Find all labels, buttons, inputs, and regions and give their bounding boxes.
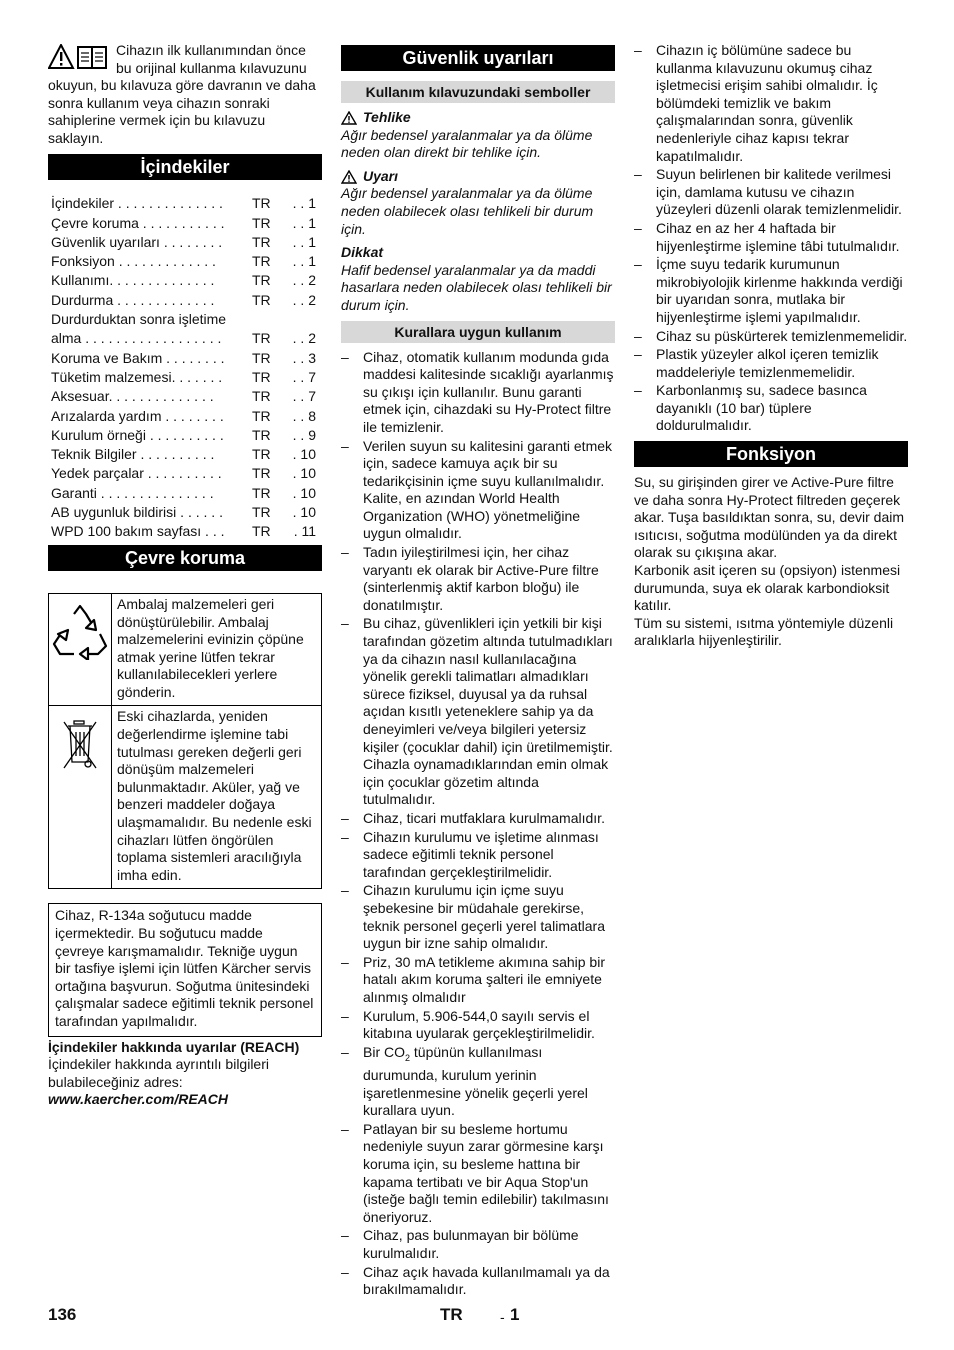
reach-title: İçindekiler hakkında uyarılar (REACH) bbox=[48, 1038, 300, 1055]
toc-language: TR bbox=[252, 349, 271, 366]
toc-title: WPD 100 bakım sayfası . . . bbox=[51, 523, 225, 540]
toc-title: Yedek parçalar . . . . . . . . . . bbox=[51, 465, 222, 482]
list-item: – Tadın iyileştirilmesi için, her cihaz varyantı ek olarak bir Active-Pure filtre (sinterlenmiş aktif karbon bloğu) ile donatılmıştır. bbox=[341, 544, 615, 614]
toc-title: Tüketim malzemesi. . . . . . . bbox=[51, 368, 223, 385]
column-middle bbox=[341, 42, 615, 1300]
toc-language: TR bbox=[252, 233, 271, 250]
page-number: 136 bbox=[48, 1305, 77, 1324]
toc-language: TR bbox=[252, 504, 271, 521]
toc-page: . . 1 bbox=[292, 233, 316, 250]
intro-paragraph bbox=[48, 42, 322, 148]
toc-page: . . 9 bbox=[292, 426, 316, 443]
toc-row[interactable] bbox=[48, 271, 322, 290]
refrigerant-box bbox=[48, 903, 322, 1036]
toc-title: Durdurduktan sonra işletime bbox=[51, 311, 227, 328]
toc-row[interactable] bbox=[48, 483, 322, 502]
list-item: – Cihaz, otomatik kullanım modunda gıda maddesi kalitesinde sıcaklığı ayarlanmış su çıkışı için kullanılır. Bunu garanti etmek için, cihazdaki su Hy-Protect filtre ile temizlenir. bbox=[341, 349, 615, 437]
refrigerant-text: Cihaz, R-134a soğutucu madde içermektedir. Bu soğutucu madde çevreye karışmamalıdır. Tekniğe uygun bir tasfiye işlemi için lütfen Kärcher servis ortağına başvurun. Soğutma ünitesindeki çalışmalar sadece eğitimli teknik personel tarafından yapılmalıdır. bbox=[55, 907, 314, 1029]
toc-title: İçindekiler . . . . . . . . . . . . . . bbox=[51, 195, 223, 212]
toc-row[interactable] bbox=[48, 194, 322, 213]
toc-title: Garanti . . . . . . . . . . . . . . . bbox=[51, 484, 214, 501]
reach-url[interactable]: www.kaercher.com/REACH bbox=[48, 1091, 228, 1108]
warning-label: Uyarı bbox=[363, 167, 399, 184]
toc-language: TR bbox=[252, 368, 271, 385]
list-item: – Bu cihaz, güvenlikleri için yetkili bir kişi tarafından gözetim altında tutulmadıkları ya da cihazın nasıl kullanılacağına yönelik gerekli talimatları almadıkları sürece fiziksel, duyusal ya da ruhsal açıdan kısıtlı yeteneklere sahip ya da deneyimleri ve/veya bilgileri yetersiz kişiler (çocuklar dahil) için üretilmemiştir. Cihazla oynamadıklarından emin olmak için çocuklar gözetim altında tutulmalıdır. bbox=[341, 615, 615, 809]
toc-page: . . 7 bbox=[292, 368, 316, 385]
toc-row[interactable] bbox=[48, 213, 322, 232]
toc-page: . . 2 bbox=[292, 330, 316, 347]
list-item: – Cihaz, ticari mutfaklara kurulmamalıdır. bbox=[341, 810, 615, 828]
toc-title: Fonksiyon . . . . . . . . . . . . . bbox=[51, 253, 216, 270]
toc-page: . 10 bbox=[292, 446, 316, 463]
function-paragraph-3: Tüm su sistemi, ısıtma yöntemiyle düzenli aralıklarla hijyenleştirilir. bbox=[634, 614, 894, 649]
toc-row[interactable] bbox=[48, 329, 322, 348]
symbols-heading: Kullanım kılavuzundaki semboller bbox=[341, 81, 615, 103]
toc-language: TR bbox=[252, 426, 271, 443]
toc-row bbox=[48, 309, 322, 328]
toc-page: . 11 bbox=[293, 523, 316, 540]
weee-icon-cell bbox=[49, 706, 112, 888]
toc-page: . . 1 bbox=[292, 253, 316, 270]
column-left bbox=[48, 42, 322, 1109]
crossed-bin-icon bbox=[60, 716, 100, 776]
list-item: – Cihaz en az her 4 haftada bir hijyenleştirme işlemine tâbi tutulmalıdır. bbox=[634, 220, 908, 255]
list-item: – Suyun belirlenen bir kalitede verilmesi için, damlama kutusu ve cihazın yüzeyleri düzenli olarak temizlenmelidir. bbox=[634, 166, 908, 219]
toc-title: AB uygunluk bildirisi . . . . . . bbox=[51, 504, 223, 521]
intro-text: Cihazın ilk kullanımından önce bu orijinal kullanma kılavuzunu okuyun, bu kılavuza göre davranın ve daha sonra kullanım veya cihazın sonraki sahiplerine vermek için bu kılavuzu saklayın. bbox=[48, 42, 316, 146]
toc-title: Koruma ve Bakım . . . . . . . . bbox=[51, 349, 225, 366]
warning-triangle-icon bbox=[341, 111, 357, 125]
toc-row[interactable] bbox=[48, 367, 322, 386]
reach-text: İçindekiler hakkında ayrıntılı bilgileri bulabileceğiniz adres: bbox=[48, 1056, 269, 1090]
toc-page: . 10 bbox=[292, 484, 316, 501]
toc-title: Durdurma . . . . . . . . . . . . . bbox=[51, 291, 215, 308]
toc-language: TR bbox=[252, 446, 271, 463]
toc-language: TR bbox=[252, 484, 271, 501]
toc-language: TR bbox=[252, 465, 271, 482]
function-paragraph-2: Karbonik asit içeren su (opsiyon) istenmesi durumunda, suya ek olarak karbondioksit katılır. bbox=[634, 562, 901, 614]
rules-list-continued bbox=[634, 42, 908, 435]
toc-title: Kurulum örneği . . . . . . . . . . bbox=[51, 426, 224, 443]
list-item: – Kurulum, 5.906-544,0 sayılı servis el kitabına uyularak gerçekleştirilmelidir. bbox=[341, 1008, 615, 1043]
toc-page: . . 1 bbox=[292, 214, 316, 231]
toc-language: TR bbox=[252, 407, 271, 424]
list-item-co2 bbox=[341, 1044, 615, 1120]
column-right bbox=[634, 42, 908, 650]
co2-sub: 2 bbox=[405, 1052, 411, 1063]
safety-heading: Güvenlik uyarıları bbox=[341, 45, 615, 71]
toc-row[interactable] bbox=[48, 522, 322, 541]
environment-box bbox=[48, 593, 322, 890]
toc-title: Çevre koruma . . . . . . . . . . . bbox=[51, 214, 225, 231]
toc-page: . 10 bbox=[292, 465, 316, 482]
list-item: – Cihaz, pas bulunmayan bir bölüme kurulmalıdır. bbox=[341, 1227, 615, 1262]
weee-text: Eski cihazlarda, yeniden değerlendirme işlemine tabi tutulması gereken değerli geri dönüşüm malzemeleri bulunmaktadır. Aküler, yağ ve benzeri maddeler doğaya ulaşmamalıdır. Bu nedenle eski cihazları lütfen öngörülen toplama sistemleri aracılığıyla imha edin. bbox=[117, 708, 312, 883]
proper-use-heading: Kurallara uygun kullanım bbox=[341, 321, 615, 343]
toc-row[interactable] bbox=[48, 464, 322, 483]
danger-label-row bbox=[341, 109, 615, 127]
caution-text: Hafif bedensel yaralanmalar ya da maddi hasarlara neden olabilecek olası tehlikeli bir durum için. bbox=[341, 261, 612, 313]
intro-icons bbox=[48, 44, 110, 75]
warning-triangle-icon bbox=[341, 170, 357, 184]
list-item: – Plastik yüzeyler alkol içeren temizlik maddeleriyle temizlenmemelidir. bbox=[634, 346, 908, 381]
danger-text: Ağır bedensel yaralanmalar ya da ölüme neden olan direkt bir tehlike için. bbox=[341, 126, 593, 161]
toc-heading: İçindekiler bbox=[48, 154, 322, 180]
toc-language: TR bbox=[252, 523, 271, 540]
toc-page: . . 2 bbox=[292, 291, 316, 308]
footer-separator: - bbox=[500, 1309, 505, 1325]
toc-language: TR bbox=[252, 272, 271, 289]
list-item: – Patlayan bir su besleme hortumu nedeniyle suyun zarar görmesine karşı koruma için, su besleme hattına bir kapama tertibatı ve bir Aqua Stop'un (isteğe bağlı temin edilebilir) takılmasını öneriyoruz. bbox=[341, 1121, 615, 1227]
list-item: – Cihaz açık havada kullanılmamalı ya da bırakılmamalıdır. bbox=[341, 1264, 615, 1299]
toc-page: . . 1 bbox=[292, 195, 316, 212]
toc-language: TR bbox=[252, 330, 271, 347]
toc-title: Aksesuar. . . . . . . . . . . . . . bbox=[51, 388, 214, 405]
toc-page: . . 7 bbox=[292, 388, 316, 405]
toc-title: Arızalarda yardım . . . . . . . . bbox=[51, 407, 224, 424]
warning-read-manual-icon bbox=[48, 44, 110, 70]
toc-row[interactable] bbox=[48, 232, 322, 251]
toc-language: TR bbox=[252, 388, 271, 405]
toc-language: TR bbox=[252, 291, 271, 308]
list-item: – Priz, 30 mA tetikleme akımına sahip bir hatalı akım koruma şalteri ile emniyete alınmış olmalıdır bbox=[341, 954, 615, 1007]
toc-language: TR bbox=[252, 195, 271, 212]
recycle-row bbox=[49, 594, 321, 706]
toc-row[interactable] bbox=[48, 290, 322, 309]
co2-pre: Bir CO bbox=[363, 1043, 405, 1060]
function-heading: Fonksiyon bbox=[634, 441, 908, 467]
table-of-contents bbox=[48, 194, 322, 541]
toc-row[interactable] bbox=[48, 406, 322, 425]
toc-title: Teknik Bilgiler . . . . . . . . . . bbox=[51, 446, 215, 463]
list-item: – İçme suyu tedarik kurumunun mikrobiyolojik kirlenme hakkında verdiği bir uyarıdan sonra, mutlaka bir hijyenleştirme işlemi yapılmalıdır. bbox=[634, 256, 908, 326]
toc-page: . . 2 bbox=[292, 272, 316, 289]
list-item: – Verilen suyun su kalitesini garanti etmek için, sadece kamuya açık bir su tedarikçisinin içme suyu kullanılmalıdır. Kalite, en azından World Health Organization (WHO) yönetmeliğine uygun olmalıdır. bbox=[341, 438, 615, 544]
warning-text: Ağır bedensel yaralanmalar ya da ölüme neden olabilecek olası tehlikeli bir durum için. bbox=[341, 185, 594, 237]
recycle-text: Ambalaj malzemeleri geri dönüştürülebilir. Ambalaj malzemelerini evinizin çöpüne atmak yerine lütfen tekrar kullanılabilecekleri yerlere gönderin. bbox=[117, 595, 304, 700]
footer-sub-page: 1 bbox=[510, 1305, 520, 1324]
toc-language: TR bbox=[252, 253, 271, 270]
list-item: – Karbonlanmış su, sadece basınca dayanıklı (10 bar) tüplere doldurulmalıdır. bbox=[634, 382, 908, 435]
danger-label: Tehlike bbox=[363, 109, 411, 125]
toc-row[interactable] bbox=[48, 348, 322, 367]
function-paragraph-1: Su, su girişinden girer ve Active-Pure filtre ve daha sonra Hy-Protect filtreden geçerek akar. Tuşa basıldıktan sonra, su, devir daim ısıtıcısı, soğutma modülünden ya da direkt olarak su çıkışına akar. bbox=[634, 474, 905, 561]
footer-language: TR bbox=[440, 1305, 463, 1324]
list-item: – Cihazın iç bölümüne sadece bu kullanma kılavuzunu okumuş cihaz işletmecisi erişim sahibi olmalıdır. İç bölümdeki temizlik ve bakım çalışmalarından sonra, güvenlik nedenleriyle cihaz kapısı tekrar kapatılmalıdır. bbox=[634, 42, 908, 165]
list-item: – Cihazın kurulumu için içme suyu şebekesine bir müdahale gerekirse, teknik personel geçerli yerel talimatlara uygun bir izne sahip olmalıdır. bbox=[341, 882, 615, 952]
warning-label-row bbox=[341, 168, 615, 186]
recycle-icon-cell bbox=[49, 594, 112, 706]
toc-page: . . 3 bbox=[292, 349, 316, 366]
toc-title: alma . . . . . . . . . . . . . . . . . . bbox=[51, 330, 222, 347]
toc-page: . 10 bbox=[292, 504, 316, 521]
toc-row[interactable] bbox=[48, 387, 322, 406]
toc-row[interactable] bbox=[48, 251, 322, 270]
list-item: – Cihaz su püskürterek temizlenmemelidir. bbox=[634, 328, 908, 346]
weee-row bbox=[49, 705, 321, 888]
toc-row[interactable] bbox=[48, 502, 322, 521]
toc-title: Kullanımı. . . . . . . . . . . . . . bbox=[51, 272, 215, 289]
environment-heading: Çevre koruma bbox=[48, 545, 322, 571]
toc-row[interactable] bbox=[48, 425, 322, 444]
caution-label: Dikkat bbox=[341, 244, 384, 261]
list-item: – Cihazın kurulumu ve işletime alınması sadece eğitimli teknik personel tarafından gerçekleştirilmelidir. bbox=[341, 829, 615, 882]
rules-list bbox=[341, 349, 615, 1299]
toc-row[interactable] bbox=[48, 444, 322, 463]
recycle-icon bbox=[52, 604, 108, 660]
co2-post: tüpünün kullanılması durumunda, kurulum yerinin işaretlenmesine yönelik geçerli yerel kurallara uyun. bbox=[363, 1043, 588, 1119]
toc-language: TR bbox=[252, 214, 271, 231]
toc-title: Güvenlik uyarıları . . . . . . . . bbox=[51, 233, 223, 250]
toc-page: . . 8 bbox=[292, 407, 316, 424]
